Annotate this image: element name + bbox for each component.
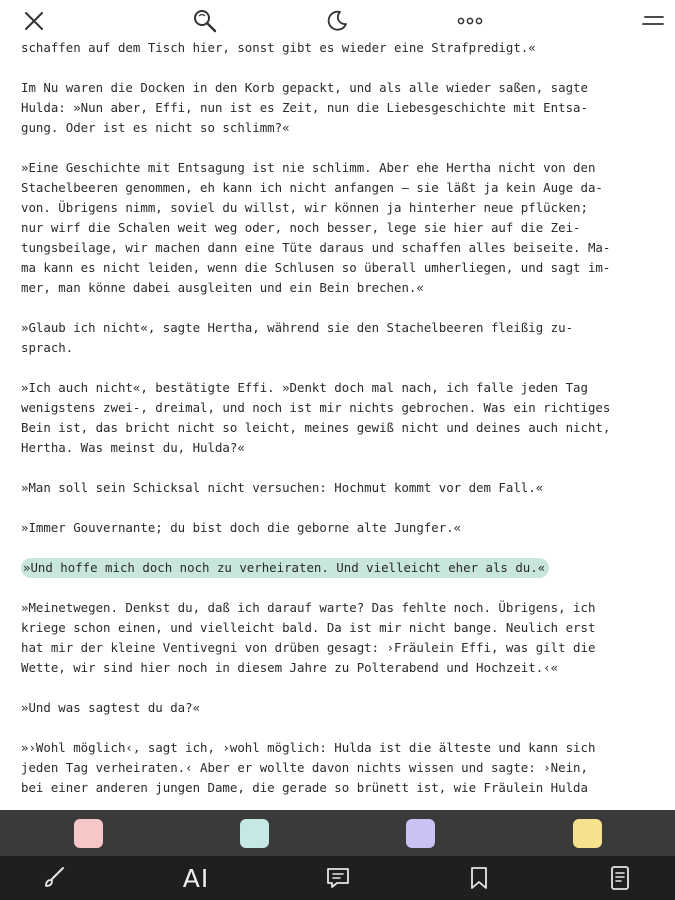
book-page bbox=[21, 38, 661, 810]
highlight-color-pink[interactable] bbox=[74, 819, 103, 848]
paragraph[interactable]: »Meinetwegen. Denkst du, daß ich darauf warte? Das fehlte noch. Übrigens, ich kriege schon einen, und vielleicht bald. Da ist mir nicht bange. Neulich erst hat mir der kleine Ventivegni von drüben gesagt: ›Fräulein Effi, was gilt die Wette, wir sind hier noch in diesem Jahre zu Polterabend und Hochzeit.‹« bbox=[21, 600, 596, 675]
highlight-button[interactable] bbox=[37, 862, 71, 894]
paragraph[interactable]: »Man soll sein Schicksal nicht versuchen: Hochmut kommt vor dem Fall.« bbox=[21, 480, 544, 495]
highlight-color-yellow[interactable] bbox=[573, 819, 602, 848]
close-button[interactable] bbox=[18, 5, 50, 37]
search-button[interactable] bbox=[189, 5, 221, 37]
ai-button[interactable] bbox=[172, 862, 220, 894]
action-row bbox=[0, 856, 675, 900]
notes-button[interactable] bbox=[603, 862, 637, 894]
paragraph[interactable]: »Glaub ich nicht«, sagte Hertha, während sie den Stachelbeeren fleißig zu- sprach. bbox=[21, 320, 574, 355]
highlight-color-row bbox=[0, 810, 675, 856]
paragraph[interactable]: schaffen auf dem Tisch hier, sonst gibt es wieder eine Strafpredigt.« bbox=[21, 40, 536, 55]
search-icon bbox=[192, 8, 218, 34]
ai-icon: AI bbox=[182, 863, 210, 893]
comment-button[interactable] bbox=[321, 862, 355, 894]
more-button[interactable] bbox=[454, 5, 486, 37]
paragraph[interactable]: »Immer Gouvernante; du bist doch die geborne alte Jungfer.« bbox=[21, 520, 462, 535]
paragraph[interactable]: »Ich auch nicht«, bestätigte Effi. »Denkt doch mal nach, ich falle jeden Tag wenigstens zwei-, dreimal, und noch ist mir nichts gebrochen. Was ein richtiges Bein ist, das bricht nicht so leicht, meines gewiß nicht und deines auch nicht, Hertha. Was meinst du, Hulda?« bbox=[21, 380, 611, 455]
bookmark-button[interactable] bbox=[462, 862, 496, 894]
night-mode-icon bbox=[325, 9, 349, 33]
brush-icon bbox=[41, 865, 67, 891]
paragraph[interactable]: »Und was sagtest du da?« bbox=[21, 700, 201, 715]
notes-icon bbox=[609, 865, 631, 891]
menu-button[interactable] bbox=[637, 5, 669, 37]
more-icon bbox=[456, 16, 484, 26]
comment-icon bbox=[325, 865, 351, 891]
paragraph[interactable]: »Eine Geschichte mit Entsagung ist nie schlimm. Aber ehe Hertha nicht von den Stachelbeeren genommen, eh kann ich nicht anfangen – sie läßt ja kein Auge da- von. Übrigens nimm, soviel du willst, wir können ja hinterher neue pflücken; nur wirf die Schalen weit weg oder, noch besser, lege sie hier auf die Zei- tungsbeilage, wir machen dann eine Tüte daraus und schaffen alles beiseite. Ma- ma kann es nicht leiden, wenn die Schlusen so überall umherliegen, und sagt im- mer, man könne dabei ausgleiten und ein Bein brechen.« bbox=[21, 160, 611, 295]
annotation-toolbar bbox=[0, 810, 675, 900]
bookmark-icon bbox=[468, 865, 490, 891]
close-icon bbox=[24, 11, 44, 31]
night-mode-button[interactable] bbox=[321, 5, 353, 37]
highlight-color-teal[interactable] bbox=[240, 819, 269, 848]
highlighted-passage[interactable]: »Und hoffe mich doch noch zu verheiraten. Und vielleicht eher als du.« bbox=[21, 558, 549, 578]
highlight-color-lavender[interactable] bbox=[406, 819, 435, 848]
paragraph[interactable]: Im Nu waren die Docken in den Korb gepackt, und als alle wieder saßen, sagte Hulda: »Nun aber, Effi, nun ist es Zeit, nun die Liebesgeschichte mit Entsa- gung. Oder ist es nicht so schlimm?« bbox=[21, 80, 588, 135]
reader-top-toolbar bbox=[0, 0, 675, 42]
menu-icon bbox=[641, 14, 665, 28]
paragraph[interactable]: »›Wohl möglich‹, sagt ich, ›wohl möglich: Hulda ist die älteste und kann sich jeden Tag verheiraten.‹ Aber er wollte davon nichts wissen und sagte: ›Nein, bei einer anderen jungen Dame, die gerade so brünett ist, wie Fräulein Hulda bbox=[21, 740, 596, 795]
